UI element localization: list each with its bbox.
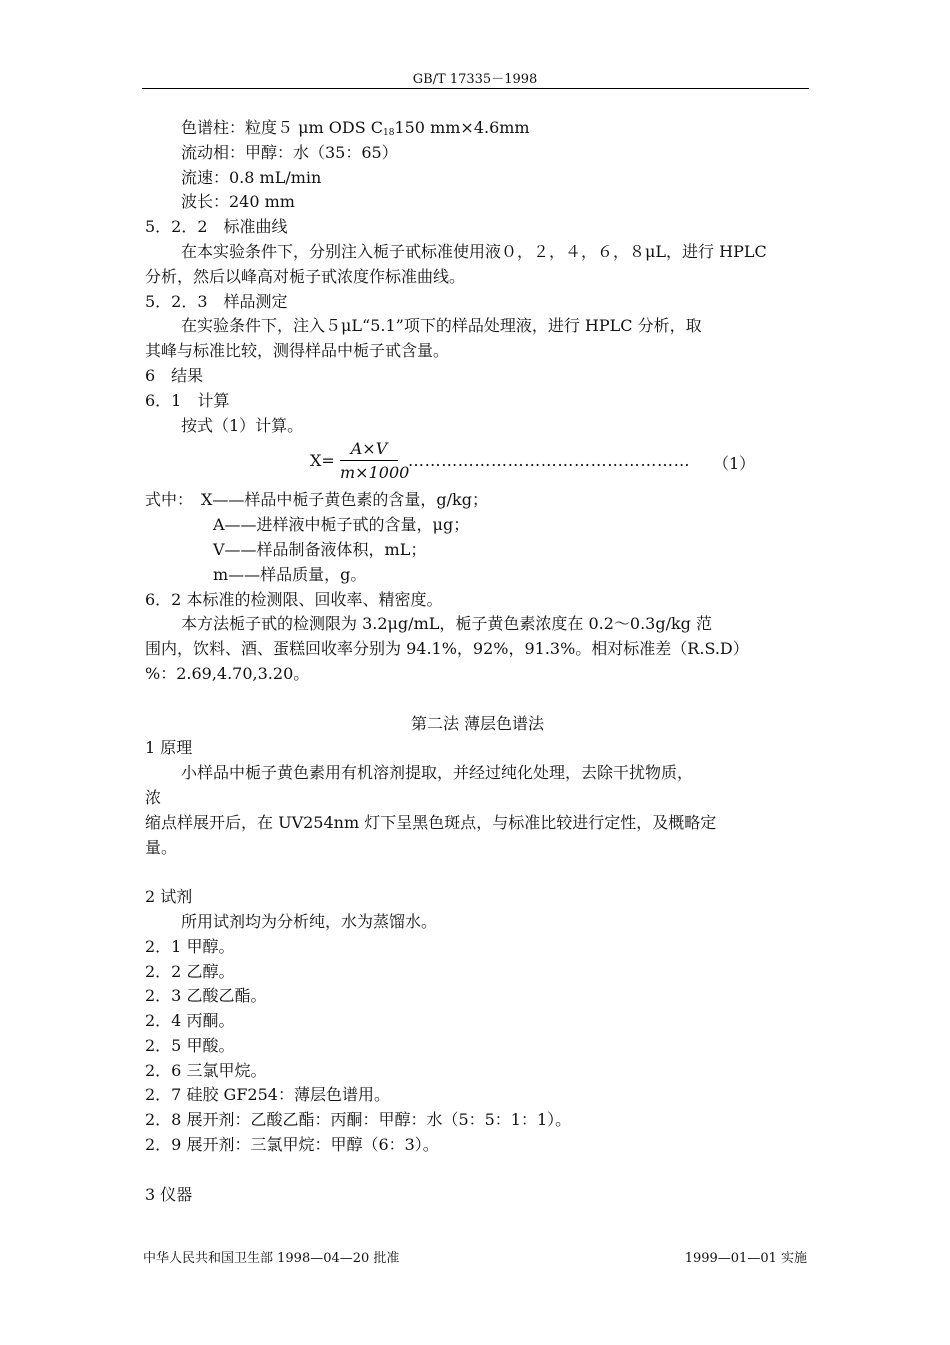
section-heading: 5．2．2 标准曲线 — [145, 217, 288, 237]
list-item: 2．7 硅胶 GF254：薄层色谱用。 — [145, 1085, 390, 1105]
list-item: 2．9 展开剂：三氯甲烷：甲醇（6：3）。 — [145, 1135, 439, 1155]
paragraph-line: 按式（1）计算。 — [181, 415, 304, 435]
header-rule — [142, 88, 809, 89]
list-item: 2．6 三氯甲烷。 — [145, 1060, 267, 1080]
legend-line: 式中： X——样品中栀子黄色素的含量，g/kg； — [145, 490, 488, 510]
formula-lhs: X= — [310, 451, 335, 471]
formula-denominator: m×1000 — [340, 463, 410, 483]
mobile-phase: 流动相：甲醇：水（35：65） — [181, 142, 398, 162]
list-item: 2．5 甲酸。 — [145, 1035, 235, 1055]
legend-line: V——样品制备液体积，mL； — [213, 539, 427, 559]
paragraph-line: 量。 — [145, 837, 178, 857]
paragraph-line: 小样品中栀子黄色素用有机溶剂提取，并经过纯化处理，去除干扰物质， — [181, 763, 694, 783]
implementation-date: 1999—01—01 实施 — [684, 1251, 807, 1266]
section-heading: 3 仪器 — [145, 1184, 193, 1204]
section-heading: 6．2 本标准的检测限、回收率、精密度。 — [145, 589, 443, 609]
paragraph-line: 所用试剂均为分析纯，水为蒸馏水。 — [181, 911, 438, 931]
list-item: 2．8 展开剂：乙酸乙酯：丙酮：甲醇：水（5：5：1：1）。 — [145, 1110, 572, 1130]
paragraph-line: 在本实验条件下，分别注入栀子甙标准使用液０，２，４，６，８μL，进行 HPLC — [181, 241, 767, 261]
formula-leader-dots: …………………………………………… — [408, 451, 691, 471]
paragraph-line: 围内，饮料、酒、蛋糕回收率分别为 94.1%，92%，91.3%。相对标准差（R.S.D） — [145, 639, 749, 659]
page-header: GB/T 17335－1998 — [412, 72, 538, 87]
equation-number: （1） — [713, 454, 756, 474]
section-heading: 5．2．3 样品测定 — [145, 291, 288, 311]
paragraph-line: 缩点样展开后，在 UV254nm 灯下呈黑色斑点，与标准比较进行定性，及概略定 — [145, 812, 717, 832]
list-item: 2．4 丙酮。 — [145, 1011, 235, 1031]
section-heading: 1 原理 — [145, 738, 193, 758]
paragraph-line: 本方法栀子甙的检测限为 3.2μg/mL，栀子黄色素浓度在 0.2～0.3g/kg 范 — [181, 614, 712, 634]
paragraph-line: 其峰与标准比较，测得样品中栀子甙含量。 — [145, 341, 450, 361]
list-item: 2．3 乙酸乙酯。 — [145, 986, 267, 1006]
paragraph-line: 分析，然后以峰高对栀子甙浓度作标准曲线。 — [145, 266, 466, 286]
legend-line: A——进样液中栀子甙的含量，μg； — [213, 515, 470, 535]
column-condition: 色谱柱：粒度５ μm ODS $C_{18}150$ mm×4.6mm — [181, 118, 530, 138]
formula-numerator: A×V — [340, 438, 398, 461]
method-title: 第二法 薄层色谱法 — [410, 713, 545, 733]
paragraph-line: 在实验条件下，注入５μL“5.1”项下的样品处理液，进行 HPLC 分析，取 — [181, 316, 702, 336]
paragraph-line: 浓 — [145, 787, 162, 807]
wavelength: 波长：240 mm — [181, 192, 295, 212]
document-body — [145, 116, 810, 1207]
paragraph-line: %：2.69,4.70,3.20。 — [145, 663, 310, 683]
formula-fraction — [340, 438, 410, 485]
column-subscript: 18 — [382, 128, 395, 138]
list-item: 2．1 甲醇。 — [145, 936, 235, 956]
flow-rate: 流速：0.8 mL/min — [181, 167, 322, 187]
formula — [145, 438, 810, 488]
approval-note: 中华人民共和国卫生部 1998—04—20 批准 — [143, 1251, 400, 1266]
section-heading: 6．1 计算 — [145, 390, 230, 410]
legend-line: m——样品质量，g。 — [213, 564, 367, 584]
list-item: 2．2 乙醇。 — [145, 961, 235, 981]
section-heading: 6 结果 — [145, 365, 204, 385]
section-heading: 2 试剂 — [145, 887, 193, 907]
